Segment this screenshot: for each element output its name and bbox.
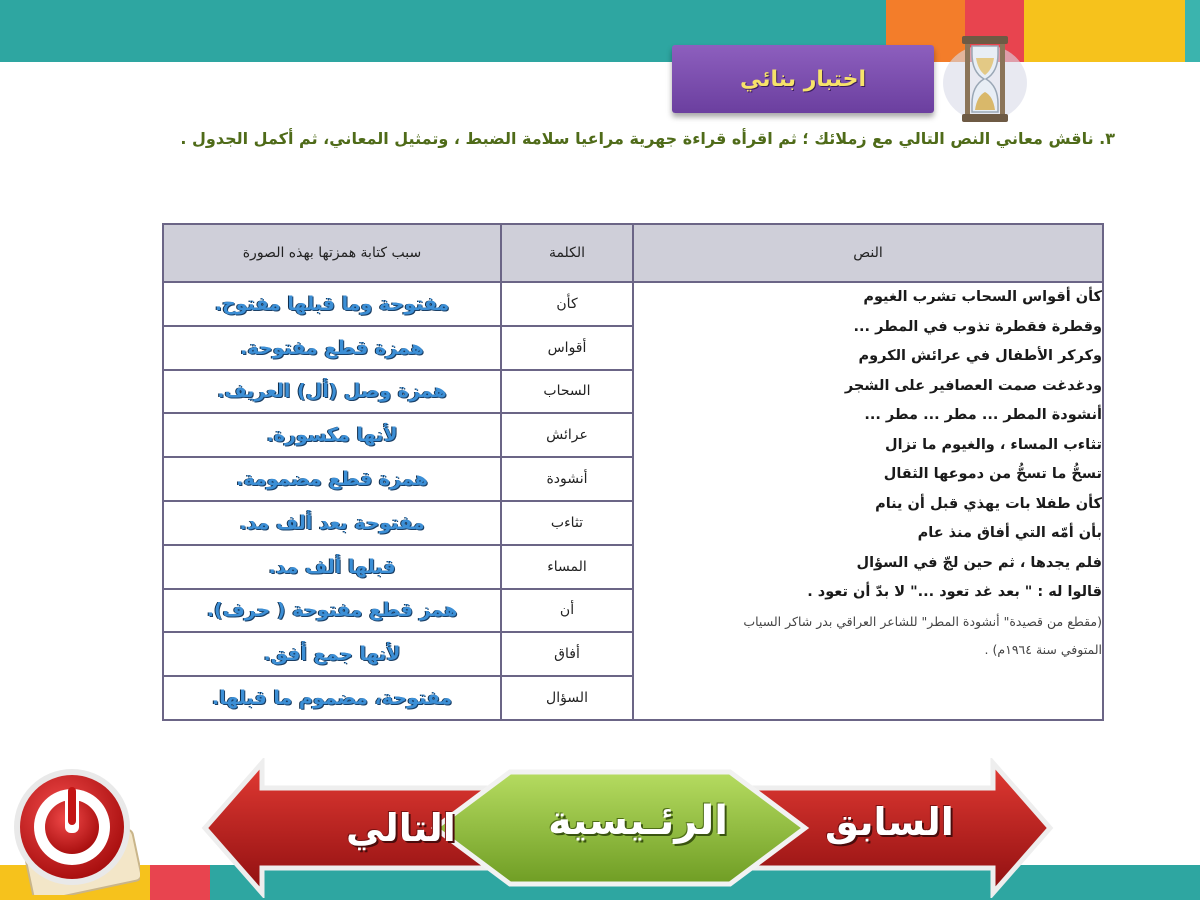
question-text: ٣. ناقش معاني النص التالي مع زملائك ؛ ثم اقرأه قراءة جهرية مراعيا سلامة الضبط ، وتمثيل المعاني، ثم أكمل الجدول . [180,129,1115,148]
poem-source: المتوفي سنة ١٩٦٤م) . [984,641,1102,657]
poem-source: (مقطع من قصيدة" أنشودة المطر" للشاعر العراقي بدر شاكر السياب [743,613,1102,629]
poem-line: وقطرة فقطرة تذوب في المطر ... [853,318,1102,335]
next-button[interactable]: التالي [346,806,456,850]
reason-cell: همز قطع مفتوحة ( حرف). [163,589,501,633]
poem-line: فلم يجدها ، ثم حين لجّ في السؤال [856,554,1102,571]
header-word: الكلمة [501,224,633,282]
reason-cell: لأنها مكسورة. [163,413,501,457]
poem-line: وكركر الأطفال في عرائش الكروم [858,348,1102,364]
activity-badge [672,45,934,113]
reason-cell: همزة وصل (أل) العريف. [163,370,501,414]
reason-cell: مفتوحة وما قبلها مفتوح. [163,282,501,326]
word-cell: السحاب [501,370,633,414]
badge-label: اختبار بنائي [740,66,866,92]
poem-line: كأن طفلا بات يهذي قبل أن ينام [875,495,1102,512]
home-button[interactable]: الرئـيسية [548,798,728,844]
word-cell: السؤال [501,676,633,720]
poem-line: ودغدغت صمت العصافير على الشجر [844,377,1102,394]
reason-cell: همزة قطع مضمومة. [163,457,501,501]
word-cell: أفاق [501,632,633,676]
word-cell: أن [501,589,633,633]
word-cell: تثاءب [501,501,633,545]
poem-line: أنشودة المطر ... مطر ... مطر ... [864,407,1102,423]
answer-table [162,223,1104,721]
poem-line: تسحُّ ما تسحُّ من دموعها الثقال [883,466,1102,482]
reason-cell: همزة قطع مفتوحة. [163,326,501,370]
poem-cell [633,282,1103,720]
word-cell: أنشودة [501,457,633,501]
header-text: النص [633,224,1103,282]
poem-line: بأن أمّه التي أفاق منذ عام [917,525,1102,541]
word-cell: كأن [501,282,633,326]
reason-cell: قبلها ألف مد. [163,545,501,589]
word-cell: عرائش [501,413,633,457]
hourglass-icon [940,28,1030,128]
word-cell: المساء [501,545,633,589]
poem-line: كأن أقواس السحاب تشرب الغيوم [863,289,1102,305]
header-reason: سبب كتابة همزتها بهذه الصورة [163,224,501,282]
reason-cell: مفتوحة بعد ألف مد. [163,501,501,545]
power-icon[interactable] [10,765,140,895]
poem-line: قالوا له : " بعد غد تعود ..." لا بدّ أن تعود . [807,584,1102,600]
reason-cell: لأنها جمع أفق. [163,632,501,676]
table-row [163,282,1103,326]
word-cell: أقواس [501,326,633,370]
reason-cell: مفتوحة، مضموم ما قبلها. [163,676,501,720]
poem-line: تثاءب المساء ، والغيوم ما تزال [885,436,1102,453]
previous-button[interactable]: السابق [825,800,954,844]
